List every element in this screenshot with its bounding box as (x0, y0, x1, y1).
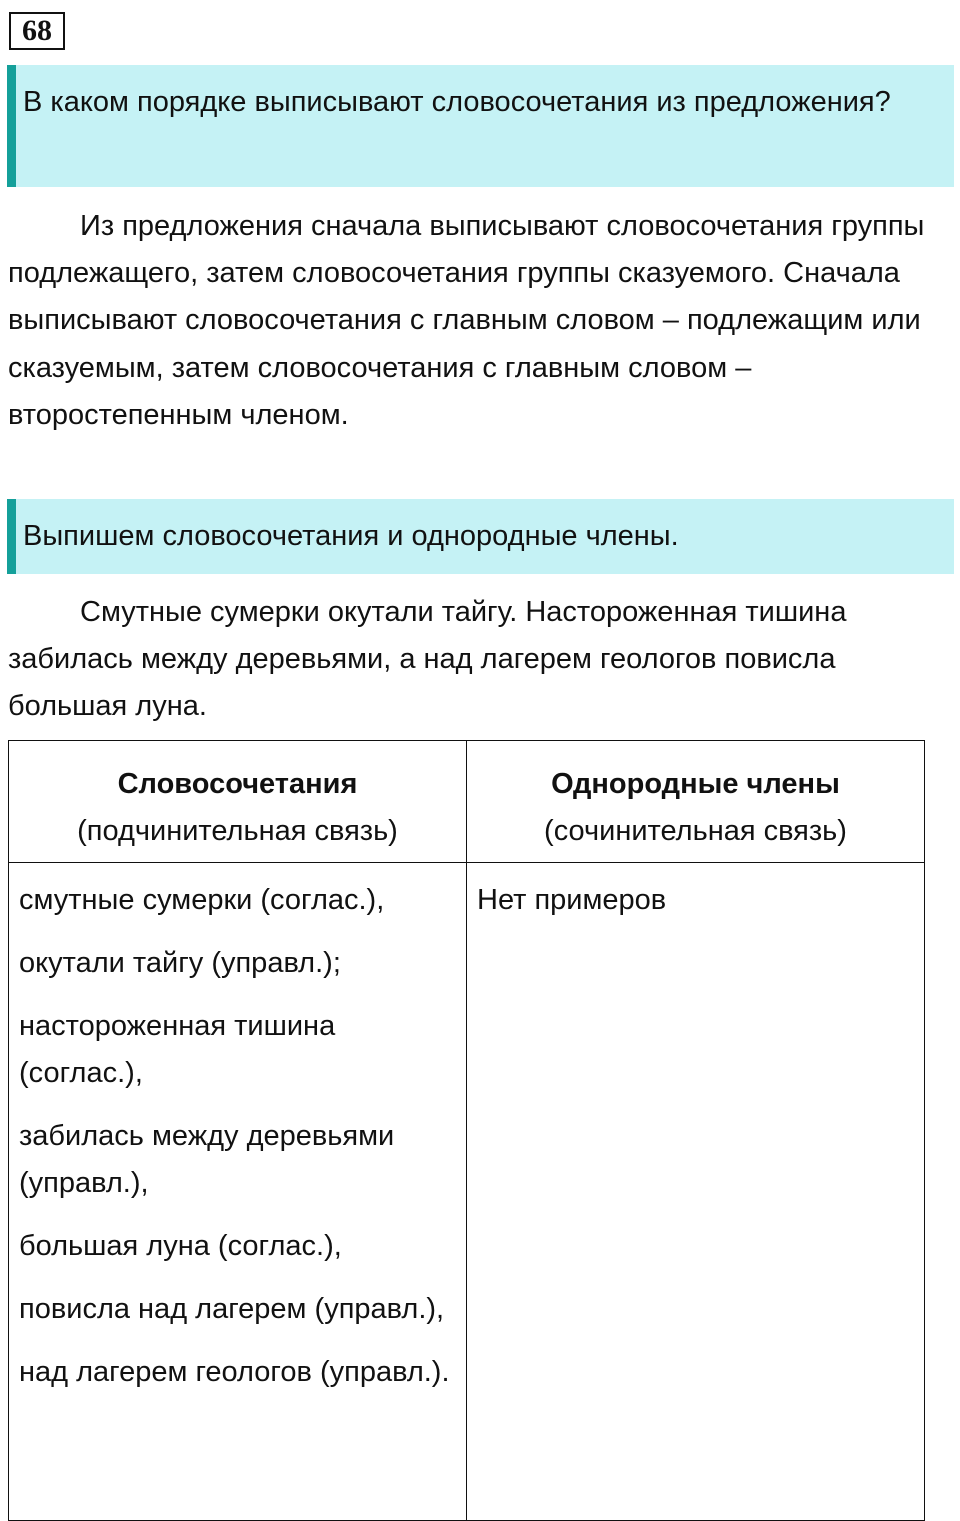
header-homogeneous-subtitle: (сочинительная связь) (544, 815, 847, 847)
answer-paragraph: Из предложения сначала выписывают словосочетания группы подлежащего, затем словосочетания группы сказуемого. Сначала выписывают словосочетания с главным словом – подлежащим или сказуемым, затем словосочетания с главным словом – второстепенным членом. (8, 210, 925, 431)
analysis-table (8, 740, 925, 1521)
phrase-item: настороженная тишина (соглас.), (19, 1010, 336, 1089)
phrase-item: смутные сумерки (соглас.), (19, 884, 385, 916)
question-callout (7, 65, 954, 187)
phrase-item: повисла над лагерем (управл.), (19, 1293, 445, 1325)
header-homogeneous (467, 741, 925, 863)
header-phrases (9, 741, 467, 863)
header-phrases-title: Словосочетания (117, 768, 358, 800)
table-header-row (9, 741, 925, 863)
table-row (9, 863, 925, 1521)
phrases-cell (9, 863, 467, 1521)
task-number: 68 (9, 12, 65, 50)
question-text: В каком порядке выписывают словосочетания из предложения? (23, 86, 891, 118)
example-sentence: Смутные сумерки окутали тайгу. Настороженная тишина забилась между деревьями, а над лагерем геологов повисла большая луна. (8, 596, 847, 723)
phrase-item: окутали тайгу (управл.); (19, 947, 341, 979)
phrase-item: над лагерем геологов (управл.). (19, 1356, 450, 1388)
phrase-item: забилась между деревьями (управл.), (19, 1120, 395, 1199)
homogeneous-cell (467, 863, 925, 1521)
task-text: Выпишем словосочетания и однородные члены. (23, 520, 679, 552)
phrase-item: большая луна (соглас.), (19, 1230, 342, 1262)
header-phrases-subtitle: (подчинительная связь) (77, 815, 398, 847)
no-examples-text: Нет примеров (477, 884, 667, 916)
task-callout (7, 499, 954, 574)
header-homogeneous-title: Однородные члены (551, 768, 840, 800)
